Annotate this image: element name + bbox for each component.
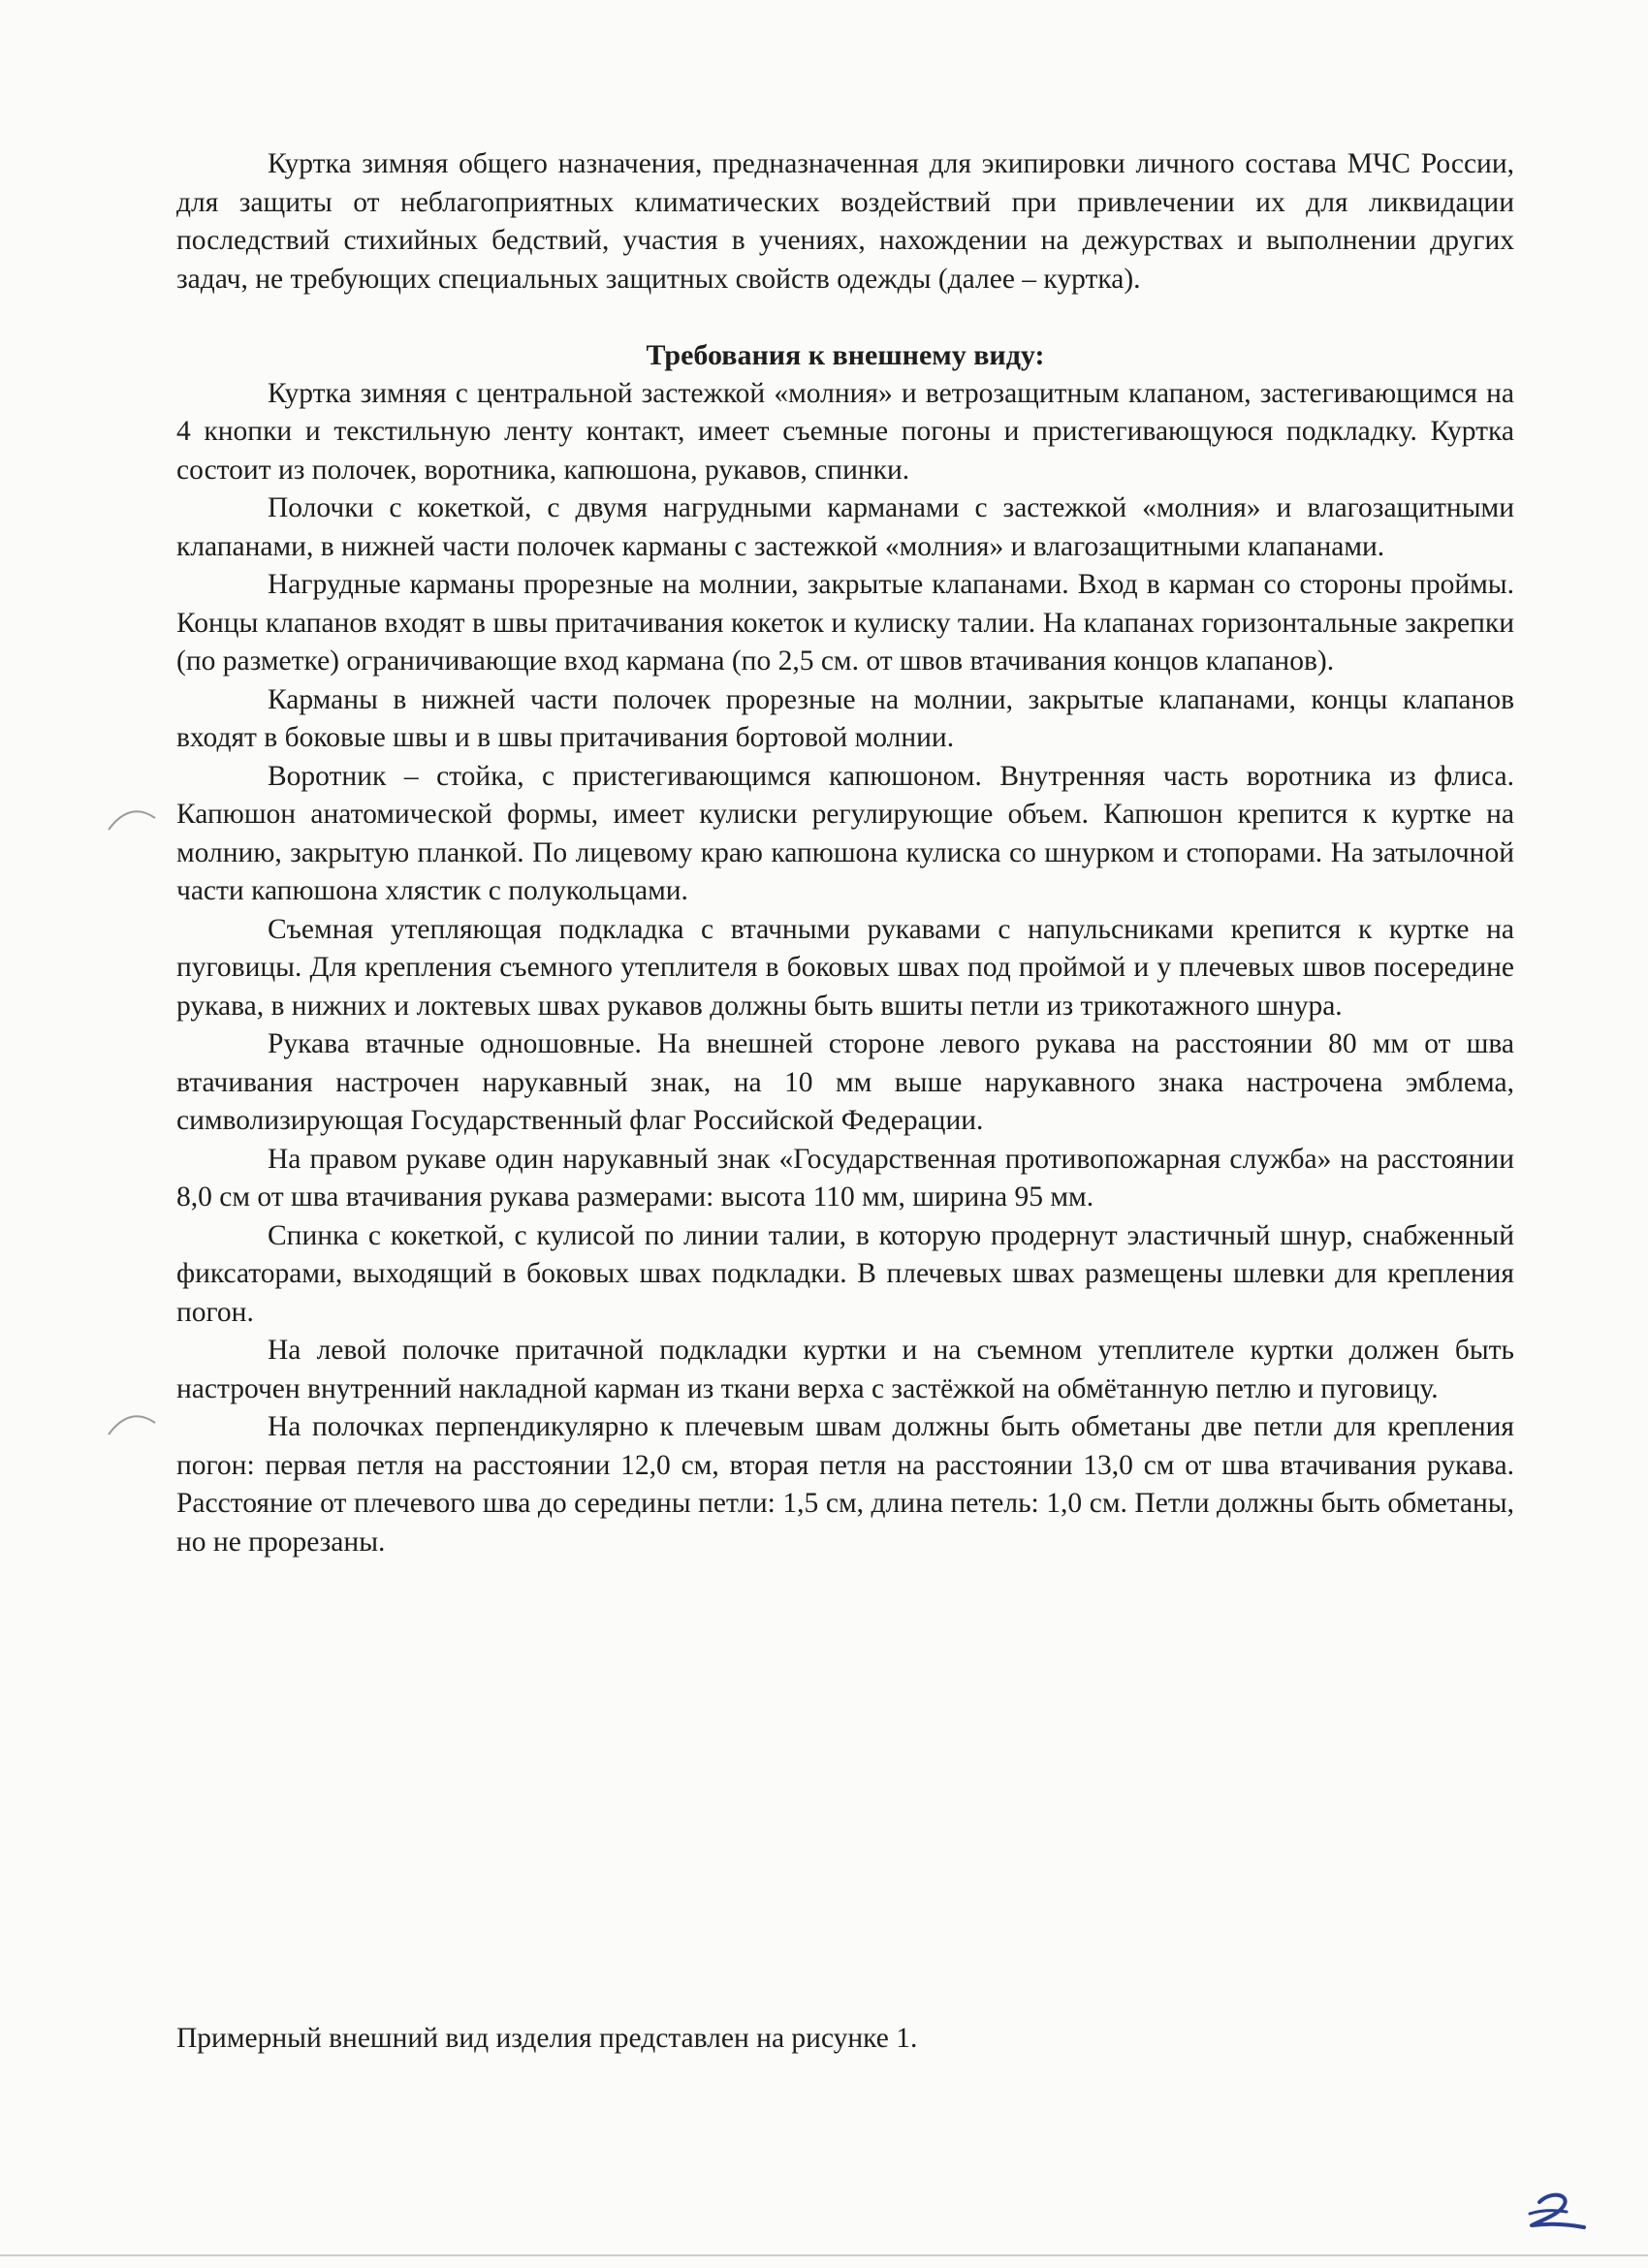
requirement-paragraph: На полочках перпендикулярно к плечевым швам должны быть обметаны две петли для крепления погон: первая петля на расстоянии 12,0 см, вторая петля на расстоянии 13,0 см от шва втачивания рукава. Расстояние от плечевого шва до середины петли: 1,5 см, длина петель: 1,0 см. Петли должны быть обметаны, но не прорезаны.: [176, 1411, 1514, 1558]
requirement-paragraph: Рукава втачные одношовные. На внешней стороне левого рукава на расстоянии 80 мм от шва втачивания настрочен нарукавный знак, на 10 мм выше нарукавного знака настрочена эмблема, символизирующая Государственный флаг Российской Федерации.: [176, 1028, 1514, 1136]
requirement-paragraph: Воротник – стойка, с пристегивающимся капюшоном. Внутренняя часть воротника из флиса. Капюшон анатомической формы, имеет кулиски регулирующие объем. Капюшон крепится к куртке на молнию, закрытую планкой. По лицевому краю капюшона кулиска со шнурком и стопорами. На затылочной части капюшона хлястик с полукольцами.: [176, 760, 1514, 906]
requirement-paragraph: На левой полочке притачной подкладки куртки и на съемном утеплителе куртки должен быть настрочен внутренний накладной карман из ткани верха с застёжкой на обмётанную петлю и пуговицу.: [176, 1335, 1514, 1404]
section-heading: Требования к внешнему виду:: [646, 339, 1045, 371]
punch-hole-mark: [105, 801, 163, 839]
figure-reference: Примерный внешний вид изделия представлен на рисунке 1.: [176, 2023, 918, 2054]
handwritten-page-number-icon: [1522, 2189, 1590, 2237]
requirement-paragraph: Нагрудные карманы прорезные на молнии, закрытые клапанами. Вход в карман со стороны проймы. Концы клапанов входят в швы притачивания кокеток и кулиску талии. На клапанах горизонтальные закрепки (по разметке) ограничивающие вход кармана (по 2,5 см. от швов втачивания концов клапанов).: [176, 569, 1514, 677]
requirement-paragraph: Спинка с кокеткой, с кулисой по линии талии, в которую продернут эластичный шнур, снабженный фиксаторами, выходящий в боковых швах подкладки. В плечевых швах размещены шлевки для крепления погон.: [176, 1219, 1514, 1328]
requirement-paragraph: На правом рукаве один нарукавный знак «Государственная противопожарная служба» на расстоянии 8,0 см от шва втачивания рукава размерами: высота 110 мм, ширина 95 мм.: [176, 1143, 1514, 1213]
requirement-paragraph: Полочки с кокеткой, с двумя нагрудными карманами с застежкой «молния» и влагозащитными клапанами, в нижней части полочек карманы с застежкой «молния» и влагозащитными клапанами.: [176, 492, 1514, 562]
requirement-paragraph: Карманы в нижней части полочек прорезные на молнии, закрытые клапанами, концы клапанов входят в боковые швы и в швы притачивания бортовой молнии.: [176, 683, 1514, 753]
scan-edge-line: [0, 2254, 1648, 2256]
requirement-paragraph: Съемная утепляющая подкладка с втачными рукавами с напульсниками крепится к куртке на пуговицы. Для крепления съемного утеплителя в боковых швах под проймой и у плечевых швов посередине рукава, в нижних и локтевых швах рукавов должны быть вшиты петли из трикотажного шнура.: [176, 913, 1514, 1022]
punch-hole-mark: [105, 1405, 163, 1444]
requirement-paragraph: Куртка зимняя с центральной застежкой «молния» и ветрозащитным клапаном, застегивающимся на 4 кнопки и текстильную ленту контакт, имеет съемные погоны и пристегивающуюся подкладку. Куртка состоит из полочек, воротника, капюшона, рукавов, спинки.: [176, 377, 1514, 486]
document-body: [176, 145, 1514, 1561]
intro-paragraph: Куртка зимняя общего назначения, предназначенная для экипировки личного состава МЧС России, для защиты от неблагоприятных климатических воздействий при привлечении их для ликвидации последствий стихийных бедствий, участия в учениях, нахождении на дежурствах и выполнении других задач, не требующих специальных защитных свойств одежды (далее – куртка).: [176, 148, 1514, 295]
